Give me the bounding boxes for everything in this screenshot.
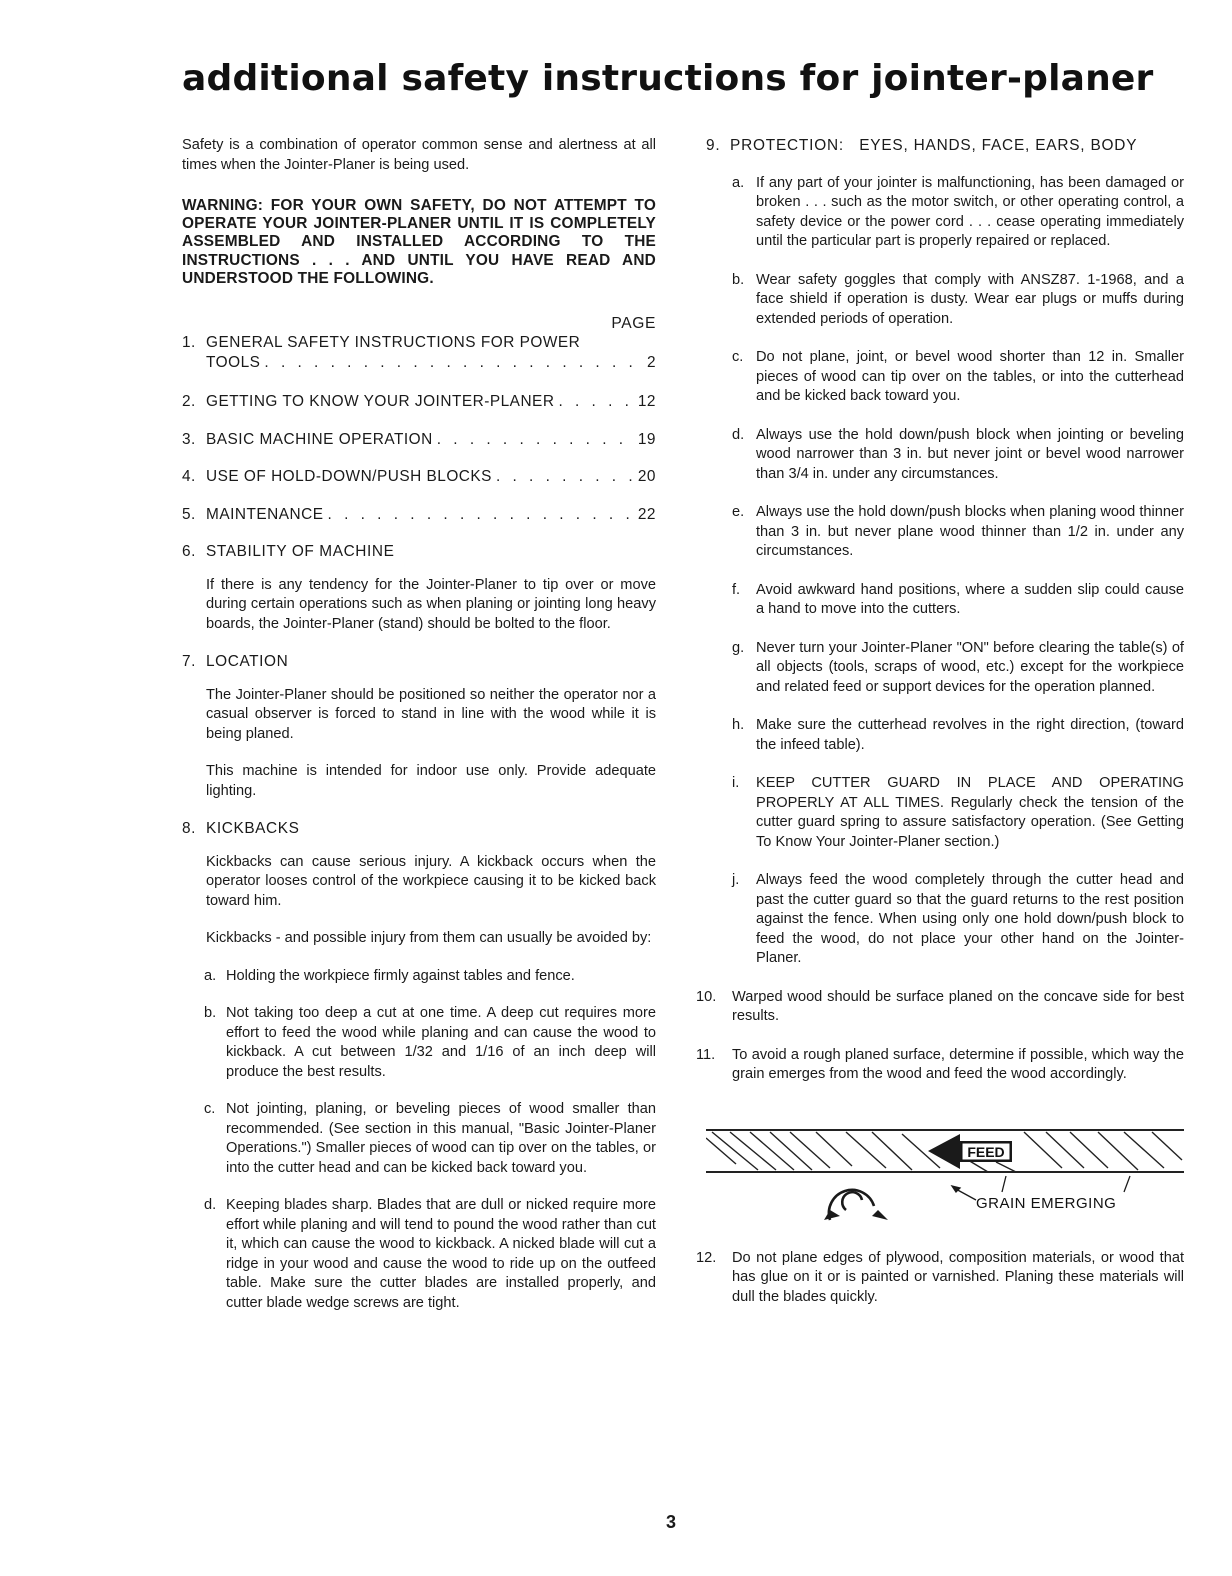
- list-text: Wear safety goggles that comply with ANSZ87. 1-1968, and a face shield if operation is dusty. Wear ear plugs or muffs during extended periods of operation.: [756, 271, 1184, 327]
- section-paragraph: The Jointer-Planer should be positioned so neither the operator nor a casual observer is forced to stand in line with the wood while it is being planed.: [206, 686, 656, 742]
- toc-leader-dots: [437, 430, 634, 450]
- list-key: b.: [204, 1005, 217, 1022]
- toc-leader-dots: [264, 353, 643, 373]
- list-text: KEEP CUTTER GUARD IN PLACE AND OPERATING PROPERLY AT ALL TIMES. Regularly check the tension of the cutter guard spring to assure satisfactory operation. (See Getting To Know Your Jointer-Planer section.): [756, 775, 1184, 850]
- list-item: [706, 271, 1184, 330]
- toc-number: 2.: [182, 393, 196, 411]
- feed-label: FEED: [967, 1143, 1005, 1160]
- list-item: [706, 716, 1184, 755]
- toc-item: [182, 505, 656, 525]
- list-item: [706, 503, 1184, 562]
- numbered-item: [696, 988, 1184, 1027]
- list-key: c.: [204, 1101, 216, 1118]
- section-number: 9.: [706, 137, 721, 154]
- toc-number: 1.: [182, 334, 196, 352]
- list-key: i.: [732, 775, 740, 791]
- list-text: Keeping blades sharp. Blades that are dull or nicked require more effort while planing and will tend to pound the wood rather than cut it, which can cause the wood to kickback. A nicked blade will cut a ridge in your wood and cause the wood to ride up on the outfeed table. Make sure the cutter blades are installed properly, and cutter blade wedge screws are tight.: [226, 1197, 656, 1311]
- list-key: j.: [732, 872, 740, 888]
- section-title: STABILITY OF MACHINE: [206, 543, 395, 561]
- list-text: Avoid awkward hand positions, where a sudden slip could cause a hand to move into the cutters.: [756, 581, 1184, 617]
- grain-feed-diagram: [706, 1124, 1184, 1224]
- list-item: [182, 1004, 656, 1082]
- numbered-item: [696, 1249, 1184, 1308]
- list-text: Do not plane, joint, or bevel wood shorter than 12 in. Smaller pieces of wood can tip over on the tables, or into the cutterhead and be kicked back toward you.: [756, 349, 1184, 404]
- section-number: 8.: [182, 820, 197, 838]
- toc-leader-dots: [558, 392, 633, 412]
- section-heading: [182, 819, 656, 839]
- toc-text: USE OF HOLD-DOWN/PUSH BLOCKS: [206, 468, 492, 486]
- toc-page: 19: [637, 430, 656, 448]
- list-text: Never turn your Jointer-Planer "ON" before clearing the table(s) of all objects (tools, scraps of wood, etc.) except for the workpiece and related feed or support devices for the operation planned.: [756, 639, 1184, 695]
- toc-leader-dots: [496, 467, 634, 487]
- cutterhead-rotation-icon: [824, 1189, 888, 1219]
- list-key: d.: [204, 1197, 217, 1214]
- section-heading: [706, 136, 1184, 156]
- left-column: [182, 136, 656, 1331]
- toc-page-header: PAGE: [611, 315, 656, 333]
- list-item: [182, 967, 656, 987]
- section-paragraph: If there is any tendency for the Jointer-Planer to tip over or move during certain operations such as when planing or jointing long heavy boards, the Jointer-Planer (stand) should be bolted to the floor.: [206, 576, 656, 632]
- list-item: [182, 1196, 656, 1313]
- toc-item: [182, 430, 656, 450]
- page-title: additional safety instructions for jointer-planer: [182, 58, 1154, 99]
- toc-item: [182, 392, 656, 412]
- list-text: If any part of your jointer is malfunctioning, has been damaged or broken . . . such as the motor switch, or other operating control, a safety device or the power cord . . . cease operating immediately until the particular part is properly repaired or replaced.: [756, 174, 1184, 249]
- toc-text: BASIC MACHINE OPERATION: [206, 430, 433, 448]
- toc-text-line1: GENERAL SAFETY INSTRUCTIONS FOR POWER: [206, 334, 581, 352]
- list-key: c.: [732, 349, 744, 365]
- section-title: PROTECTION: EYES, HANDS, FACE, EARS, BODY: [730, 137, 1138, 154]
- list-text: Always use the hold down/push block when jointing or beveling wood narrower than 3 in. but never joint or bevel wood narrower than 3/4 in. under any circumstances.: [756, 426, 1184, 482]
- toc-text: TOOLS: [206, 353, 261, 371]
- grain-emerging-label: GRAIN EMERGING: [976, 1194, 1117, 1212]
- toc-page: 20: [637, 468, 656, 486]
- list-item: [706, 774, 1184, 852]
- list-text: Not taking too deep a cut at one time. A deep cut requires more effort to feed the wood while planing and can cause the wood to kickback. A cut between 1/32 and 1/16 of an inch deep will produce the best results.: [226, 1005, 656, 1080]
- list-item: [706, 639, 1184, 698]
- section-paragraph: Kickbacks - and possible injury from them can usually be avoided by:: [206, 930, 652, 947]
- intro-paragraph: Safety is a combination of operator common sense and alertness at all times when the Jointer-Planer is being used.: [182, 137, 656, 173]
- right-column: [696, 136, 1184, 1326]
- list-item: [182, 1100, 656, 1178]
- item-number: 10.: [696, 988, 717, 1005]
- page-number: 3: [666, 1512, 677, 1532]
- toc-leader-dots: [328, 505, 634, 525]
- section-paragraph: Kickbacks can cause serious injury. A kickback occurs when the operator looses control of the workpiece causing it to be kicked back toward him.: [206, 853, 656, 909]
- warning-paragraph: WARNING: FOR YOUR OWN SAFETY, DO NOT ATTEMPT TO OPERATE YOUR JOINTER-PLANER UNTIL IT IS COMPLETELY ASSEMBLED AND INSTALLED ACCORDING TO THE INSTRUCTIONS . . . AND UNTIL YOU HAVE READ AND UNDERSTOOD THE FOLLOWING.: [182, 197, 656, 287]
- item-number: 12.: [696, 1249, 717, 1266]
- section-title: LOCATION: [206, 653, 289, 671]
- list-item: [706, 871, 1184, 969]
- toc-page: 22: [637, 505, 656, 523]
- section-number: 6.: [182, 543, 197, 561]
- section-number: 7.: [182, 653, 197, 671]
- toc-text: GETTING TO KNOW YOUR JOINTER-PLANER: [206, 393, 555, 411]
- item-text: To avoid a rough planed surface, determine if possible, which way the grain emerges from the wood and feed the wood accordingly.: [732, 1046, 1184, 1082]
- list-text: Not jointing, planing, or beveling pieces of wood smaller than recommended. (See section in this manual, "Basic Jointer-Planer Operations.") Smaller pieces of wood can tip over on the tables, or into the cutter head and can be kicked back toward you.: [226, 1101, 656, 1176]
- numbered-item: [696, 1046, 1184, 1085]
- list-key: g.: [732, 639, 745, 656]
- list-key: a.: [204, 967, 217, 984]
- list-text: Holding the workpiece firmly against tables and fence.: [226, 967, 575, 984]
- list-key: e.: [732, 504, 745, 520]
- toc-number: 3.: [182, 430, 196, 448]
- list-item: [706, 348, 1184, 407]
- item-text: Do not plane edges of plywood, composition materials, or wood that has glue on it or is painted or varnished. Planing these materials will dull the blades quickly.: [732, 1249, 1184, 1305]
- toc-page: 2: [646, 353, 656, 371]
- list-key: d.: [732, 426, 745, 443]
- list-item: [706, 426, 1184, 485]
- toc-page: 12: [637, 393, 656, 411]
- toc-item: [182, 467, 656, 487]
- list-key: a.: [732, 174, 745, 191]
- section-title: KICKBACKS: [206, 820, 300, 838]
- list-item: [706, 581, 1184, 620]
- list-item: [706, 174, 1184, 252]
- list-text: Make sure the cutterhead revolves in the right direction, (toward the infeed table).: [756, 717, 1184, 753]
- list-key: f.: [732, 581, 741, 598]
- list-key: b.: [732, 271, 745, 288]
- section-heading: [182, 652, 656, 672]
- toc-text: MAINTENANCE: [206, 505, 324, 523]
- section-paragraph: This machine is intended for indoor use only. Provide adequate lighting.: [206, 763, 656, 799]
- toc-item: [182, 333, 656, 372]
- toc-number: 5.: [182, 505, 196, 523]
- list-key: h.: [732, 717, 745, 733]
- list-text: Always feed the wood completely through the cutter head and past the cutter guard so that the guard returns to the rest position against the fence. When using only one hold down/push block to feed the wood, do not place your other hand on the Jointer-Planer.: [756, 872, 1184, 966]
- list-text: Always use the hold down/push blocks when planing wood thinner than 3 in. but never plane wood thinner than 1/2 in. under any circumstances.: [756, 504, 1184, 559]
- section-heading: [182, 542, 656, 562]
- toc-number: 4.: [182, 468, 196, 486]
- item-number: 11.: [696, 1046, 716, 1063]
- item-text: Warped wood should be surface planed on the concave side for best results.: [732, 988, 1184, 1024]
